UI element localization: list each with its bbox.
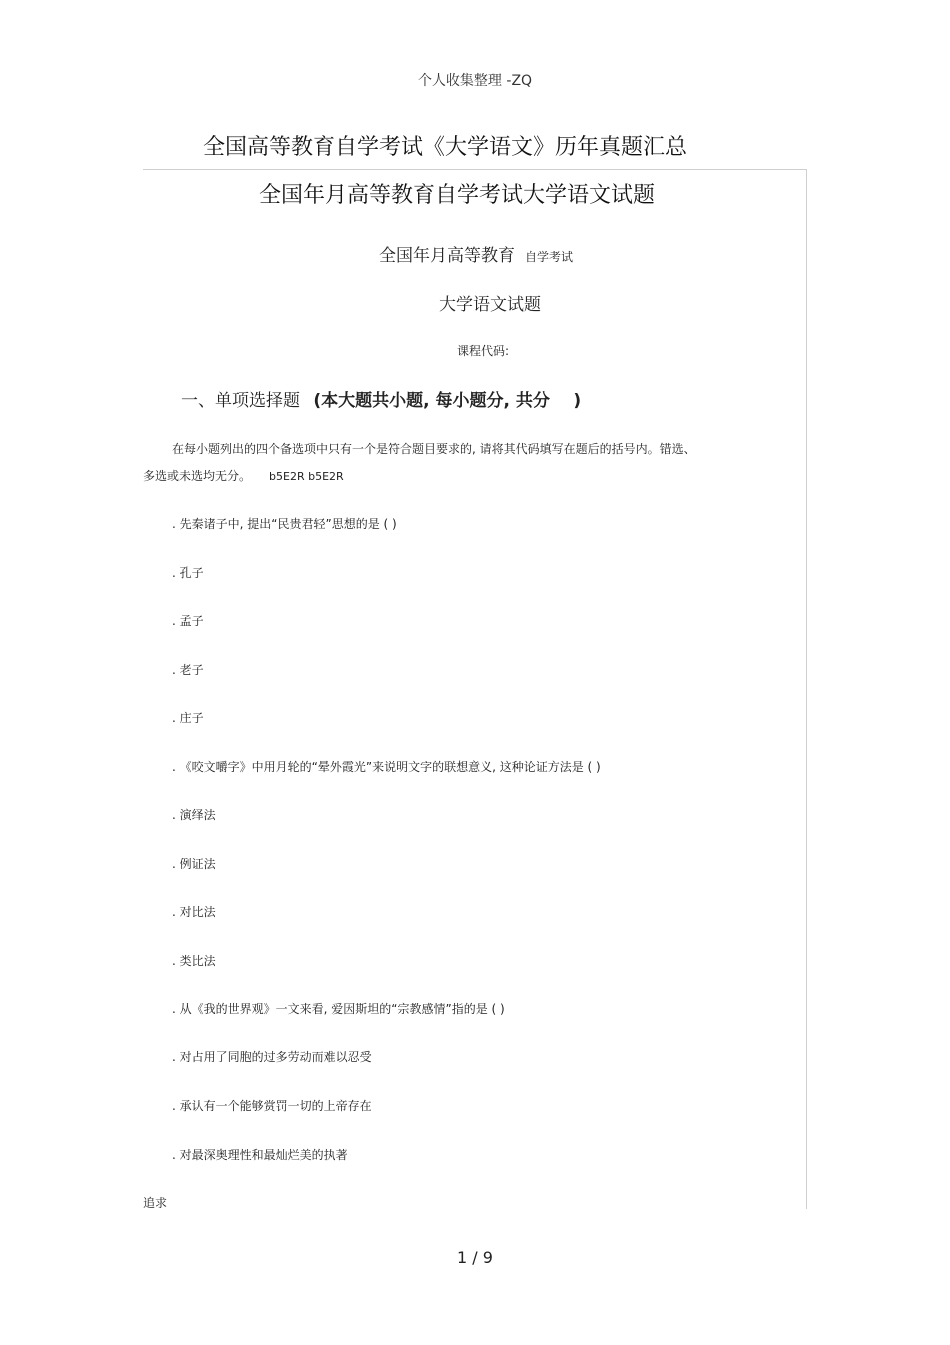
option-line: . 庄子 [172,711,204,725]
option-line: . 承认有一个能够赏罚一切的上帝存在 [172,1099,372,1113]
instructions-line-2 [143,467,344,484]
subject-title: 大学语文试题 [439,295,541,315]
instructions-line-1: 在每小题列出的四个备选项中只有一个是符合题目要求的, 请将其代码填写在题后的括号内。错选、 [172,442,696,456]
question-1: . 先秦诸子中, 提出“民贵君轻”思想的是 ( ) [172,517,397,531]
option-line: . 演绎法 [172,808,216,822]
course-code: 课程代码: [456,344,510,358]
exam-subtitle-small: 自学考试 [525,250,574,264]
option-line: . 对最深奥理性和最灿烂美的执著 [172,1148,348,1162]
instructions-code: b5E2R b5E2R [269,470,344,483]
option-line: . 孔子 [172,566,204,580]
option-line: . 老子 [172,663,204,677]
option-line: . 孟子 [172,614,204,628]
exam-title: 全国年月高等教育自学考试大学语文试题 [258,183,655,208]
exam-subtitle [379,241,573,266]
option-line: . 对占用了同胞的过多劳动而难以忍受 [172,1050,372,1064]
page-header: 个人收集整理 -ZQ [417,73,533,89]
document-main-title: 全国高等教育自学考试《大学语文》历年真题汇总 [202,135,687,160]
section-title-close: ) [573,391,582,411]
instructions-text: 多选或未选均无分。 [143,469,252,483]
section-title-name: 一、单项选择题 [181,391,300,411]
page-number: 1 / 9 [457,1248,493,1267]
option-continuation: 追求 [143,1196,168,1210]
section-title [181,386,581,411]
option-line: . 例证法 [172,857,216,871]
option-line: . 对比法 [172,905,216,919]
section-title-detail: (本大题共小题, 每小题分, 共分 [313,391,550,411]
question-2: . 《咬文嚼字》中用月轮的“晕外霞光”来说明文字的联想意义, 这种论证方法是 ( ) [172,760,601,774]
option-line: . 类比法 [172,954,216,968]
exam-subtitle-main: 全国年月高等教育 [379,246,515,266]
question-3: . 从《我的世界观》一文来看, 爱因斯坦的“宗教感情”指的是 ( ) [172,1002,505,1016]
